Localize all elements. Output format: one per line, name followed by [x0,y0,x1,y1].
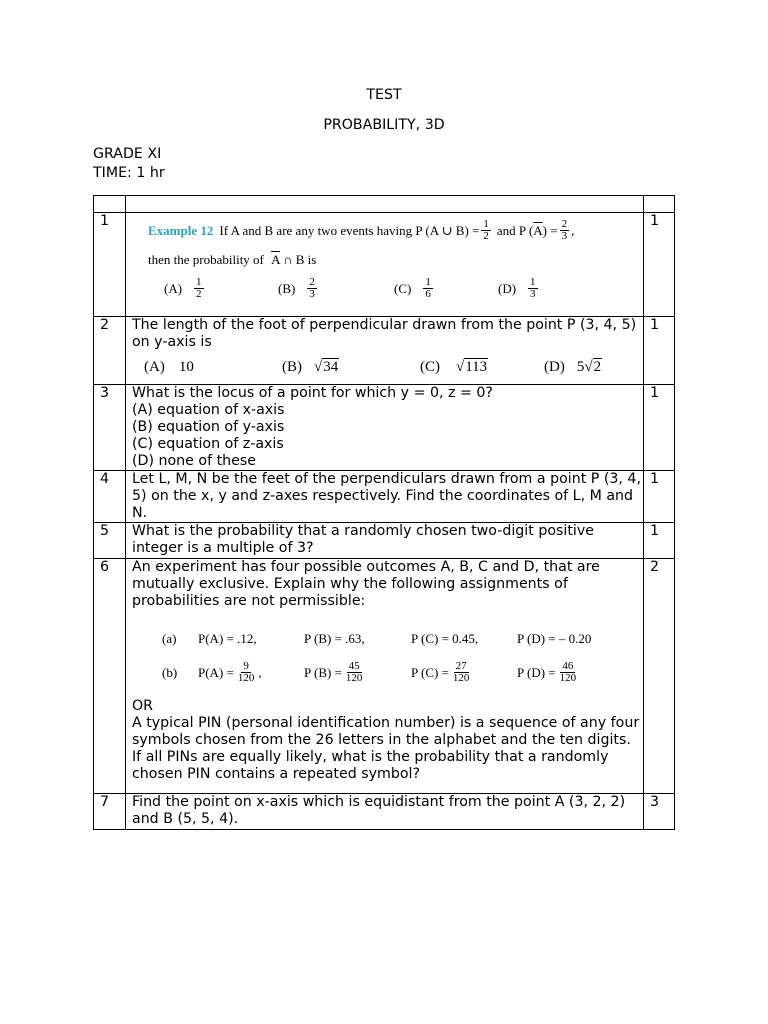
fraction: $\frac{2}{3}$ [561,217,568,242]
table-row [94,559,675,794]
question-number: 3 [94,385,126,471]
question-marks: 1 [644,385,675,471]
or-question-text: A typical PIN (personal identification number) is a sequence of any four symbols chosen from the 26 letters in the alphabet and the ten digits. If all PINs are equally likely, what is the probability that a randomly chosen PIN contains a repeated symbol? [132,715,640,782]
question-text: What is the probability that a randomly chosen two-digit positive integer is a multiple of 3? [126,523,644,559]
table-header-row [94,196,675,213]
grade-label: GRADE XI [93,146,162,162]
question-6-image [132,627,643,689]
question-text: Find the point on x-axis which is equidistant from the point A (3, 2, 2) and B (5, 5, 4). [126,794,644,830]
table-row [94,317,675,385]
option-c: (C) √ 113 [420,358,488,375]
question-text: What is the locus of a point for which y = 0, z = 0? [132,385,493,401]
question-marks: 1 [644,317,675,385]
questions-table [93,195,675,830]
table-row [94,213,675,317]
question-number: 1 [94,213,126,317]
or-label: OR [132,698,154,714]
option-a: (A) 1 2 [164,276,202,300]
question-text: The length of the foot of perpendicular drawn from the point P (3, 4, 5) on y-axis is [132,317,637,350]
question-number: 6 [94,559,126,794]
option-a: (A) 10 [144,358,194,375]
option-c: (C) equation of z-axis [132,436,284,452]
question-text: An experiment has four possible outcomes A, B, C and D, that are mutually exclusive. Explain why the following assignments of probabilities are not permissible: [132,559,600,609]
question-number: 4 [94,471,126,523]
option-row-b: (b) P(A) = $\frac{9}{120}$ , P (B) = $\frac{45}{120}$ P (C) = $\frac{27}{120}$ P (D) = $\frac{46}{120}$ [162,659,577,684]
table-row [94,523,675,559]
table-row [94,385,675,471]
table-row [94,794,675,830]
question-1-image-text: Example 12 If A and B are any two events having P (A ∪ B) = $\frac{1}{2}$ and P ( $\overline{A}$ ) = $\frac{2}{3}$ , then the probability of $\overline{A}$ ∩ B is (A) 1 2 (B) 2 3 (C) 1 6 (D) 1 3 [148,217,575,300]
page-title: TEST [366,87,402,103]
option-row-a: (a) P(A) = .12, P (B) = .63, P (C) = 0.45, P (D) = – 0.20 [162,630,592,646]
option-d: (D) 1 3 [498,276,536,300]
question-marks: 2 [644,559,675,794]
question-2-options [132,355,643,379]
question-text: Let L, M, N be the feet of the perpendiculars drawn from a point P (3, 4, 5) on the x, y and z-axes respectively. Find the coordinates of L, M and N. [126,471,644,523]
option-d: (D) none of these [132,453,256,469]
table-row [94,471,675,523]
option-c: (C) 1 6 [394,276,431,300]
option-b: (B) equation of y-axis [132,419,285,435]
time-label: TIME: 1 hr [93,165,165,181]
question-image [126,213,644,317]
question-marks: 3 [644,794,675,830]
question-marks: 1 [644,213,675,317]
question-marks: 1 [644,471,675,523]
fraction: $\frac{1}{2}$ [483,217,489,242]
option-a: (A) equation of x-axis [132,402,285,418]
option-d: (D) 5 √ 2 [544,358,602,375]
question-marks: 1 [644,523,675,559]
option-b: (B) √ 34 [282,358,339,375]
page-subtitle: PROBABILITY, 3D [323,117,445,133]
option-b: (B) 2 3 [278,276,315,300]
example-label: Example 12 [148,222,214,238]
question-number: 7 [94,794,126,830]
question-number: 5 [94,523,126,559]
question-number: 2 [94,317,126,385]
